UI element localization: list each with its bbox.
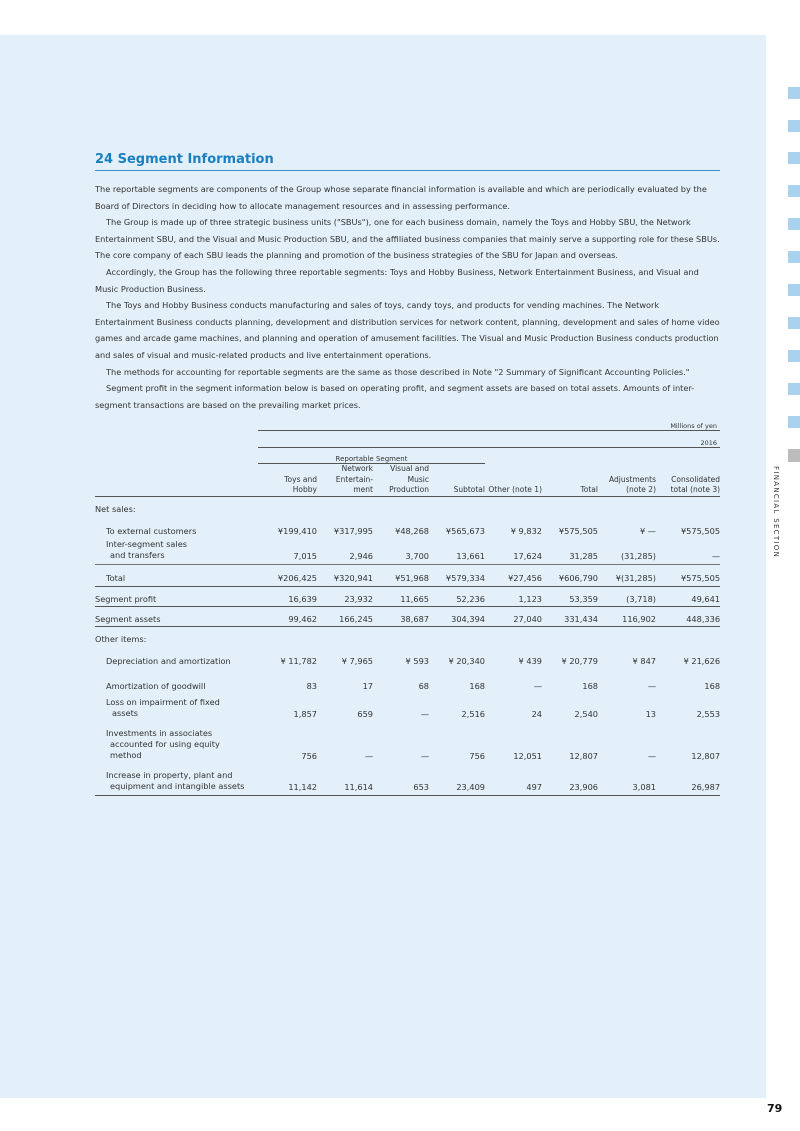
paragraph: The Toys and Hobby Business conducts manufacturing and sales of toys, candy toys, and products for vending machines. The Network Entertainment Business conducts planning, development and distribution services for network content, planning, development and sales of home video games and arcade game machines, and planning and operation of amusement facilities. The Visual and Music Production Business conducts production and sales of visual and music-related products and live entertainment operations.	[95, 300, 720, 360]
paragraph: Segment profit in the segment information below is based on operating profit, and segment assets are based on total assets. Amounts of inter-segment transactions are based on the prevailing market prices.	[95, 383, 695, 410]
column-header: Other (note 1)	[488, 485, 542, 495]
net-sales-section-row: Net sales:	[95, 503, 136, 514]
segment-table	[95, 430, 720, 796]
section-marker[interactable]	[788, 87, 800, 99]
column-header: Total	[580, 485, 598, 495]
other-items-section-row: Other items:	[95, 633, 147, 644]
column-header: Visual and Music Production	[389, 464, 429, 495]
page-number: 79	[767, 1102, 783, 1115]
table-row-external-customers: To external customers ¥199,410 ¥317,995 ¥48,268 ¥565,673 ¥ 9,832 ¥575,505 ¥ — ¥575,505	[106, 525, 721, 536]
section-marker[interactable]	[788, 251, 800, 263]
table-row-segment-assets: Segment assets 99,462 166,245 38,687 304,394 27,040 331,434 116,902 448,336	[95, 606, 720, 626]
group-header-row	[95, 448, 720, 464]
year-header-row	[95, 431, 720, 448]
column-header: Consolidated total (note 3)	[670, 474, 721, 495]
section-marker[interactable]	[788, 350, 800, 362]
year-label: 2016	[258, 431, 720, 448]
table-row-depreciation: Depreciation and amortization ¥ 11,782 ¥ 7,965 ¥ 593 ¥ 20,340 ¥ 439 ¥ 20,779 ¥ 847 ¥ 21,626	[106, 655, 721, 666]
paragraph: The Group is made up of three strategic business units ("SBUs"), one for each business domain, namely the Toys and Hobby SBU, the Network Entertainment SBU, and the Visual and Music Production SBU, and the affiliated business companies that mainly serve a supporting role for these SBUs. The core company of each SBU leads the planning and promotion of the business strategies of the SBU for Japan and overseas.	[95, 217, 720, 261]
paragraph: The methods for accounting for reportable segments are the same as those described in Note "2 Summary of Significant Accounting Policies."	[106, 366, 690, 377]
section-marker[interactable]	[788, 218, 800, 230]
financial-section-label: FINANCIAL SECTION	[772, 466, 780, 559]
section-marker[interactable]	[788, 383, 800, 395]
reportable-segment-header: Reportable Segment	[258, 448, 485, 464]
table-row-capex: Increase in property, plant and equipment and intangible assets 11,142 11,614 653 23,409 497 23,906 3,081 26,987	[95, 764, 720, 796]
unit-label: Millions of yen	[670, 422, 717, 431]
section-marker[interactable]	[788, 284, 800, 296]
section-marker[interactable]	[788, 185, 800, 197]
paragraph: The reportable segments are components of the Group whose separate financial information is available and which are periodically evaluated by the Board of Directors in deciding how to allocate management resources and in assessing performance.	[95, 184, 707, 211]
table-row-segment-profit: Segment profit 16,639 23,932 11,665 52,236 1,123 53,359 (3,718) 49,641	[95, 586, 720, 606]
column-header: Adjustments (note 2)	[609, 474, 656, 495]
section-marker[interactable]	[788, 120, 800, 132]
table-row-intersegment: Inter-segment sales and transfers 7,015 2,946 3,700 13,661 17,624 31,285 (31,285) —	[106, 538, 721, 561]
section-title: 24 Segment Information	[95, 152, 720, 171]
column-header: Toys and Hobby	[284, 474, 317, 495]
column-header: Network Entertain- ment	[335, 464, 373, 495]
section-body	[95, 181, 720, 413]
table-row-investments: Investments in associates accounted for using equity method 756 — — 756 12,051 12,807 — 12,807	[106, 727, 721, 761]
table-row-goodwill: Amortization of goodwill 83 17 68 168 — 168 — 168	[106, 680, 721, 691]
section-marker[interactable]	[788, 152, 800, 164]
table-row-total: Total ¥206,425 ¥320,941 ¥51,968 ¥579,334 ¥27,456 ¥606,790 ¥(31,285) ¥575,505	[95, 564, 720, 586]
segment-information-section	[95, 152, 720, 796]
paragraph: Accordingly, the Group has the following three reportable segments: Toys and Hobby Business, Network Entertainment Business, and Visual and Music Production Business.	[95, 266, 699, 294]
section-marker[interactable]	[788, 317, 800, 329]
table-row-impairment: Loss on impairment of fixed assets 1,857 659 — 2,516 24 2,540 13 2,553	[106, 696, 721, 719]
section-marker-active[interactable]	[788, 449, 800, 462]
section-marker[interactable]	[788, 416, 800, 428]
column-header: Subtotal	[453, 485, 485, 495]
column-header-row	[95, 464, 720, 497]
